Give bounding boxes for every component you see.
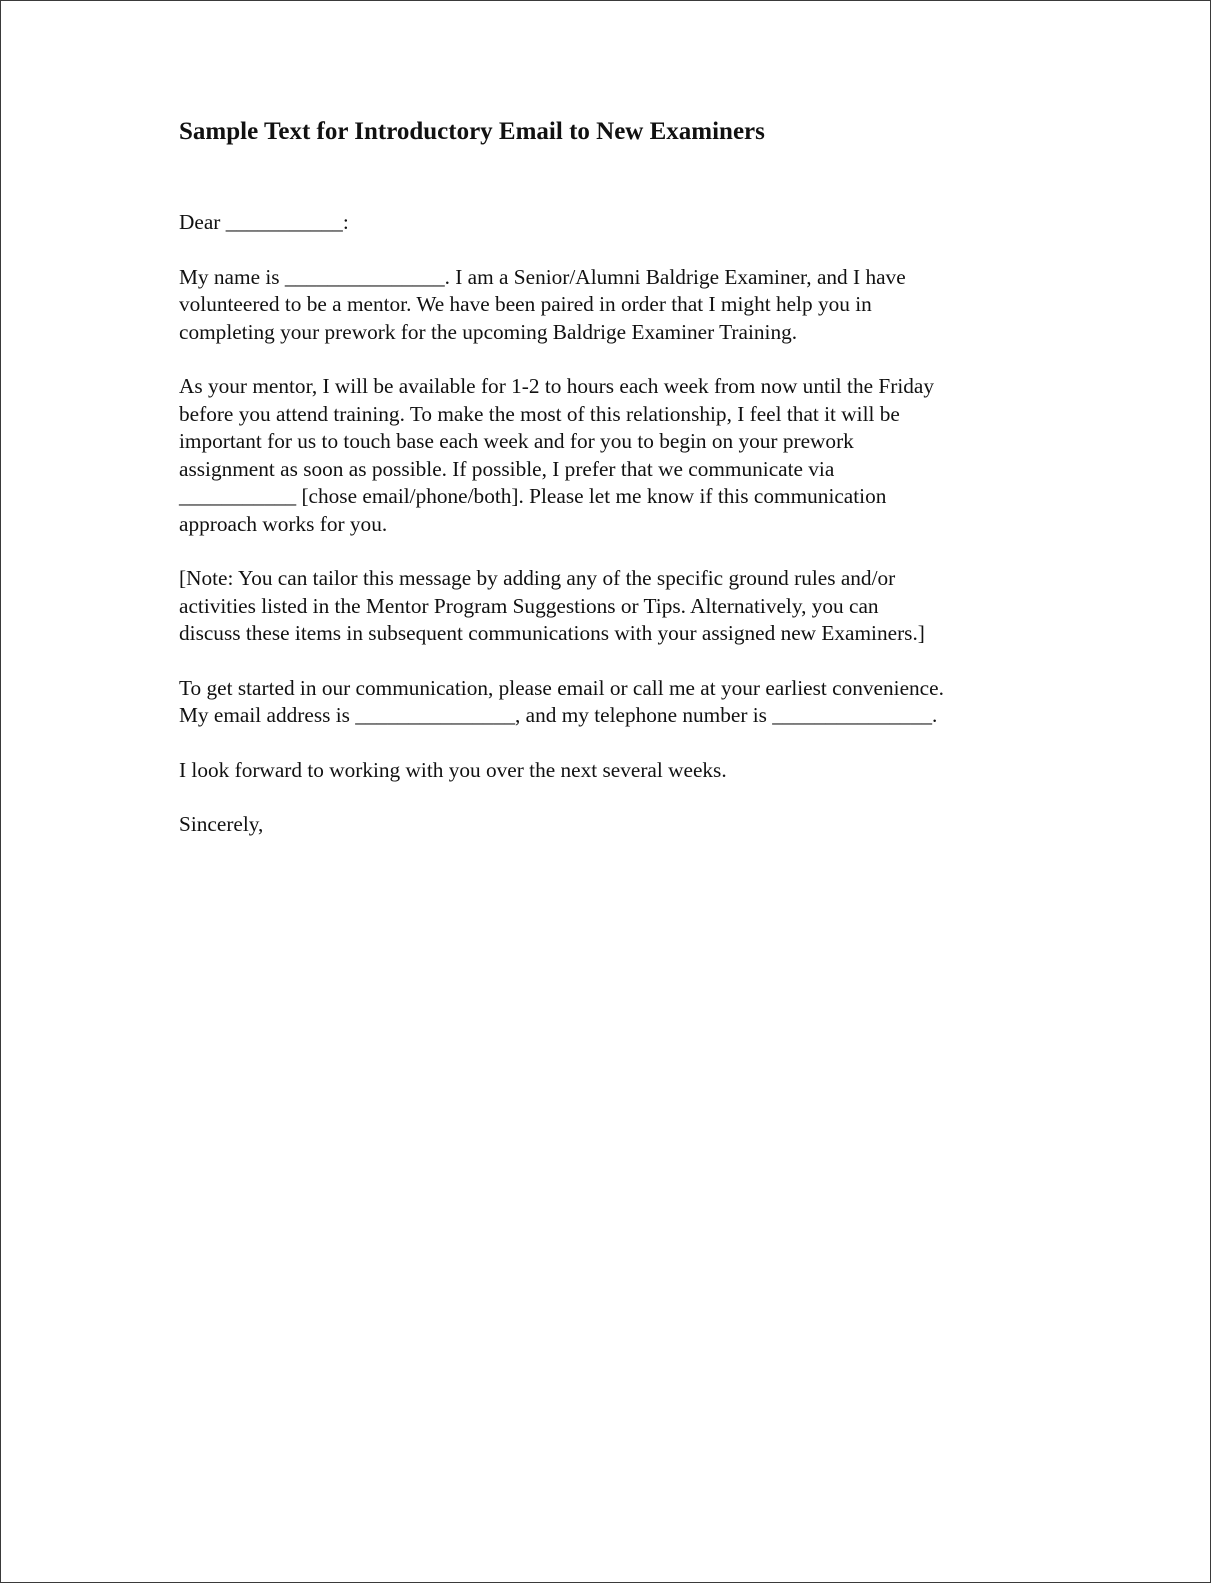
document-body: [179, 113, 1059, 866]
paragraph-note: [179, 565, 1059, 648]
paragraph-introduction: [179, 264, 1059, 347]
paragraph-line: To get started in our communication, please email or call me at your earliest convenience.: [179, 675, 944, 700]
salutation: [179, 209, 1059, 237]
paragraph-line: before you attend training. To make the most of this relationship, I feel that it will be: [179, 401, 900, 426]
paragraph-availability: [179, 373, 1059, 538]
paragraph-line: As your mentor, I will be available for 1-2 to hours each week from now until the Friday: [179, 374, 934, 398]
paragraph-line: My email address is _______________, and my telephone number is _______________.: [179, 703, 938, 727]
closing: [179, 811, 1059, 839]
paragraph-line: volunteered to be a mentor. We have been paired in order that I might help you in: [179, 292, 872, 316]
paragraph-contact: [179, 675, 1059, 730]
paragraph-line: My name is _______________. I am a Senior/Alumni Baldrige Examiner, and I have: [179, 264, 906, 289]
paragraph-line: ___________ [chose email/phone/both]. Please let me know if this communication: [179, 484, 887, 508]
paragraph-line: activities listed in the Mentor Program Suggestions or Tips. Alternatively, you can: [179, 593, 879, 618]
paragraph-line: assignment as soon as possible. If possible, I prefer that we communicate via: [179, 456, 835, 481]
paragraph-line: approach works for you.: [179, 511, 388, 536]
paragraph-line: completing your prework for the upcoming Baldrige Examiner Training.: [179, 319, 798, 344]
paragraph-line: [Note: You can tailor this message by adding any of the specific ground rules and/or: [179, 566, 896, 590]
paragraph-closing-remark: [179, 757, 1059, 785]
closing-line: Sincerely,: [179, 812, 264, 836]
salutation-line: Dear ___________:: [179, 210, 349, 234]
paragraph-line: important for us to touch base each week and for you to begin on your prework: [179, 429, 854, 453]
paragraph-line: I look forward to working with you over the next several weeks.: [179, 757, 727, 782]
paragraph-line: discuss these items in subsequent communications with your assigned new Examiners.]: [179, 621, 925, 645]
document-title: Sample Text for Introductory Email to New Examiners: [179, 118, 765, 145]
